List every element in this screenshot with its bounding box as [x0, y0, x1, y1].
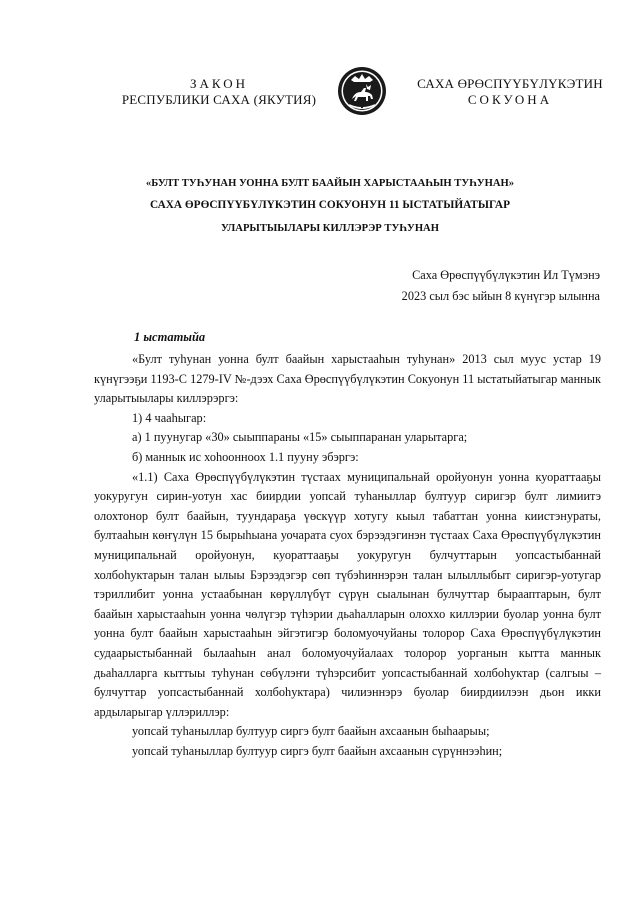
law-title-line2: САХА ӨРӨСПҮҮБҮЛҮКЭТИН СОКУОНУН 11 ЫСТАТЫЙАТЫГАР	[150, 199, 510, 211]
header-right	[412, 76, 608, 108]
article-body	[94, 350, 601, 761]
header-left	[112, 76, 326, 108]
article-heading: 1 ыстатыйа	[134, 330, 206, 344]
article-subitem-1: уопсай туһаныллар бултуур сиргэ булт баайын ахсаанын быһаарыы;	[132, 724, 490, 739]
article-subitem-2: уопсай туһаныллар бултуур сиргэ булт баайын ахсаанын сүрүннээһин;	[132, 743, 503, 758]
article-intro: «Булт туһунан уонна булт баайын харыстааһын туһунан» 2013 сыл муус устар 19 күнүгээҕи 1193-С 1279-IV №-дээх Саха Өрөспүүбүлүкэтин Сокуонун 11 ыстатыйатыгар маннык уларытыылары киллэрэргэ:	[94, 352, 601, 406]
header-left-line2: РЕСПУБЛИКИ САХА (ЯКУТИЯ)	[121, 92, 317, 107]
article-item-1: 1) 4 чааһыгар:	[132, 410, 207, 425]
law-title-line3: УЛАРЫТЫЫЛАРЫ КИЛЛЭРЭР ТУҺУНАН	[221, 223, 439, 234]
article-item-a: а) 1 пуунугар «30» сыыппараны «15» сыыппаранан уларытарга;	[132, 430, 468, 445]
article-item-b: б) маннык ис хоһоонноох 1.1 пууну эбэргэ:	[132, 449, 359, 464]
adoption-body: Саха Өрөспүүбүлүкэтин Ил Түмэнэ	[412, 268, 600, 282]
law-title-line1: «БУЛТ ТУҺУНАН УОННА БУЛТ БААЙЫН ХАРЫСТААҺЫН ТУҺУНАН»	[145, 178, 515, 189]
header-left-line1: ЗАКОН	[189, 76, 249, 91]
header-right-line2: СОКУОНА	[467, 92, 553, 107]
adoption-date: 2023 сыл бэс ыйын 8 күнүгэр ылынна	[401, 289, 600, 303]
header-right-line1: САХА ӨРӨСПҮҮБҮЛҮКЭТИН	[417, 76, 603, 91]
article-paragraph-1-1: «1.1) Саха Өрөспүүбүлүкэтин түстаах муниципальнай оройуонун уонна куораттааҕы уокуругун сирин-уотун хас биирдии уопсай туһаныллар бултуур сиригэр булт лимиитэ олохтонор булт баайын, туундараҕа үөскүүр хотугу кыыл табаттан уонна киистэнураты, бултааһын көҥүлүн 15 бырыһыана уочарата суох бэрээдэгинэн түстаах Саха Өрөспүүбүлүкэтин муниципальнай оройуонун, куораттааҕы уокуругун булчуттарын уопсастыбаннай холбоһуктарын талан ылыы Бэрээдэгэр сөп түбэһиннэрэн талан ылыллыбыт сиригэр-уотугар тэриллибит уонна устаабынан көрүллүбүт сүрүн сыалынан булчуттар бырааптарын, булт баайын харыстааһын уонна чөлүгэр түһэрии дьаһалларын олоххо киллэрии буолар уонна булт уонна булт баайын харыстааһын эйгэтигэр боломуочуйаны толорор Саха Өрөспүүбүлүкэтин судаарыстыбаннай былааһын анал боломуочуйалаах толорор уорганын кытта маннык дьаһалларга кыттыы туһунан сөбүлэҥи түһэрсибит уопсастыбаннай холбоһуктар (салгыы – булчуттар уопсастыбаннай холбоһуктара) чилиэннэрэ буолар биирдиилээн дьон икки ардыларыгар үллэриллэр:	[94, 469, 601, 719]
coat-of-arms-yakutia-icon	[337, 66, 387, 116]
